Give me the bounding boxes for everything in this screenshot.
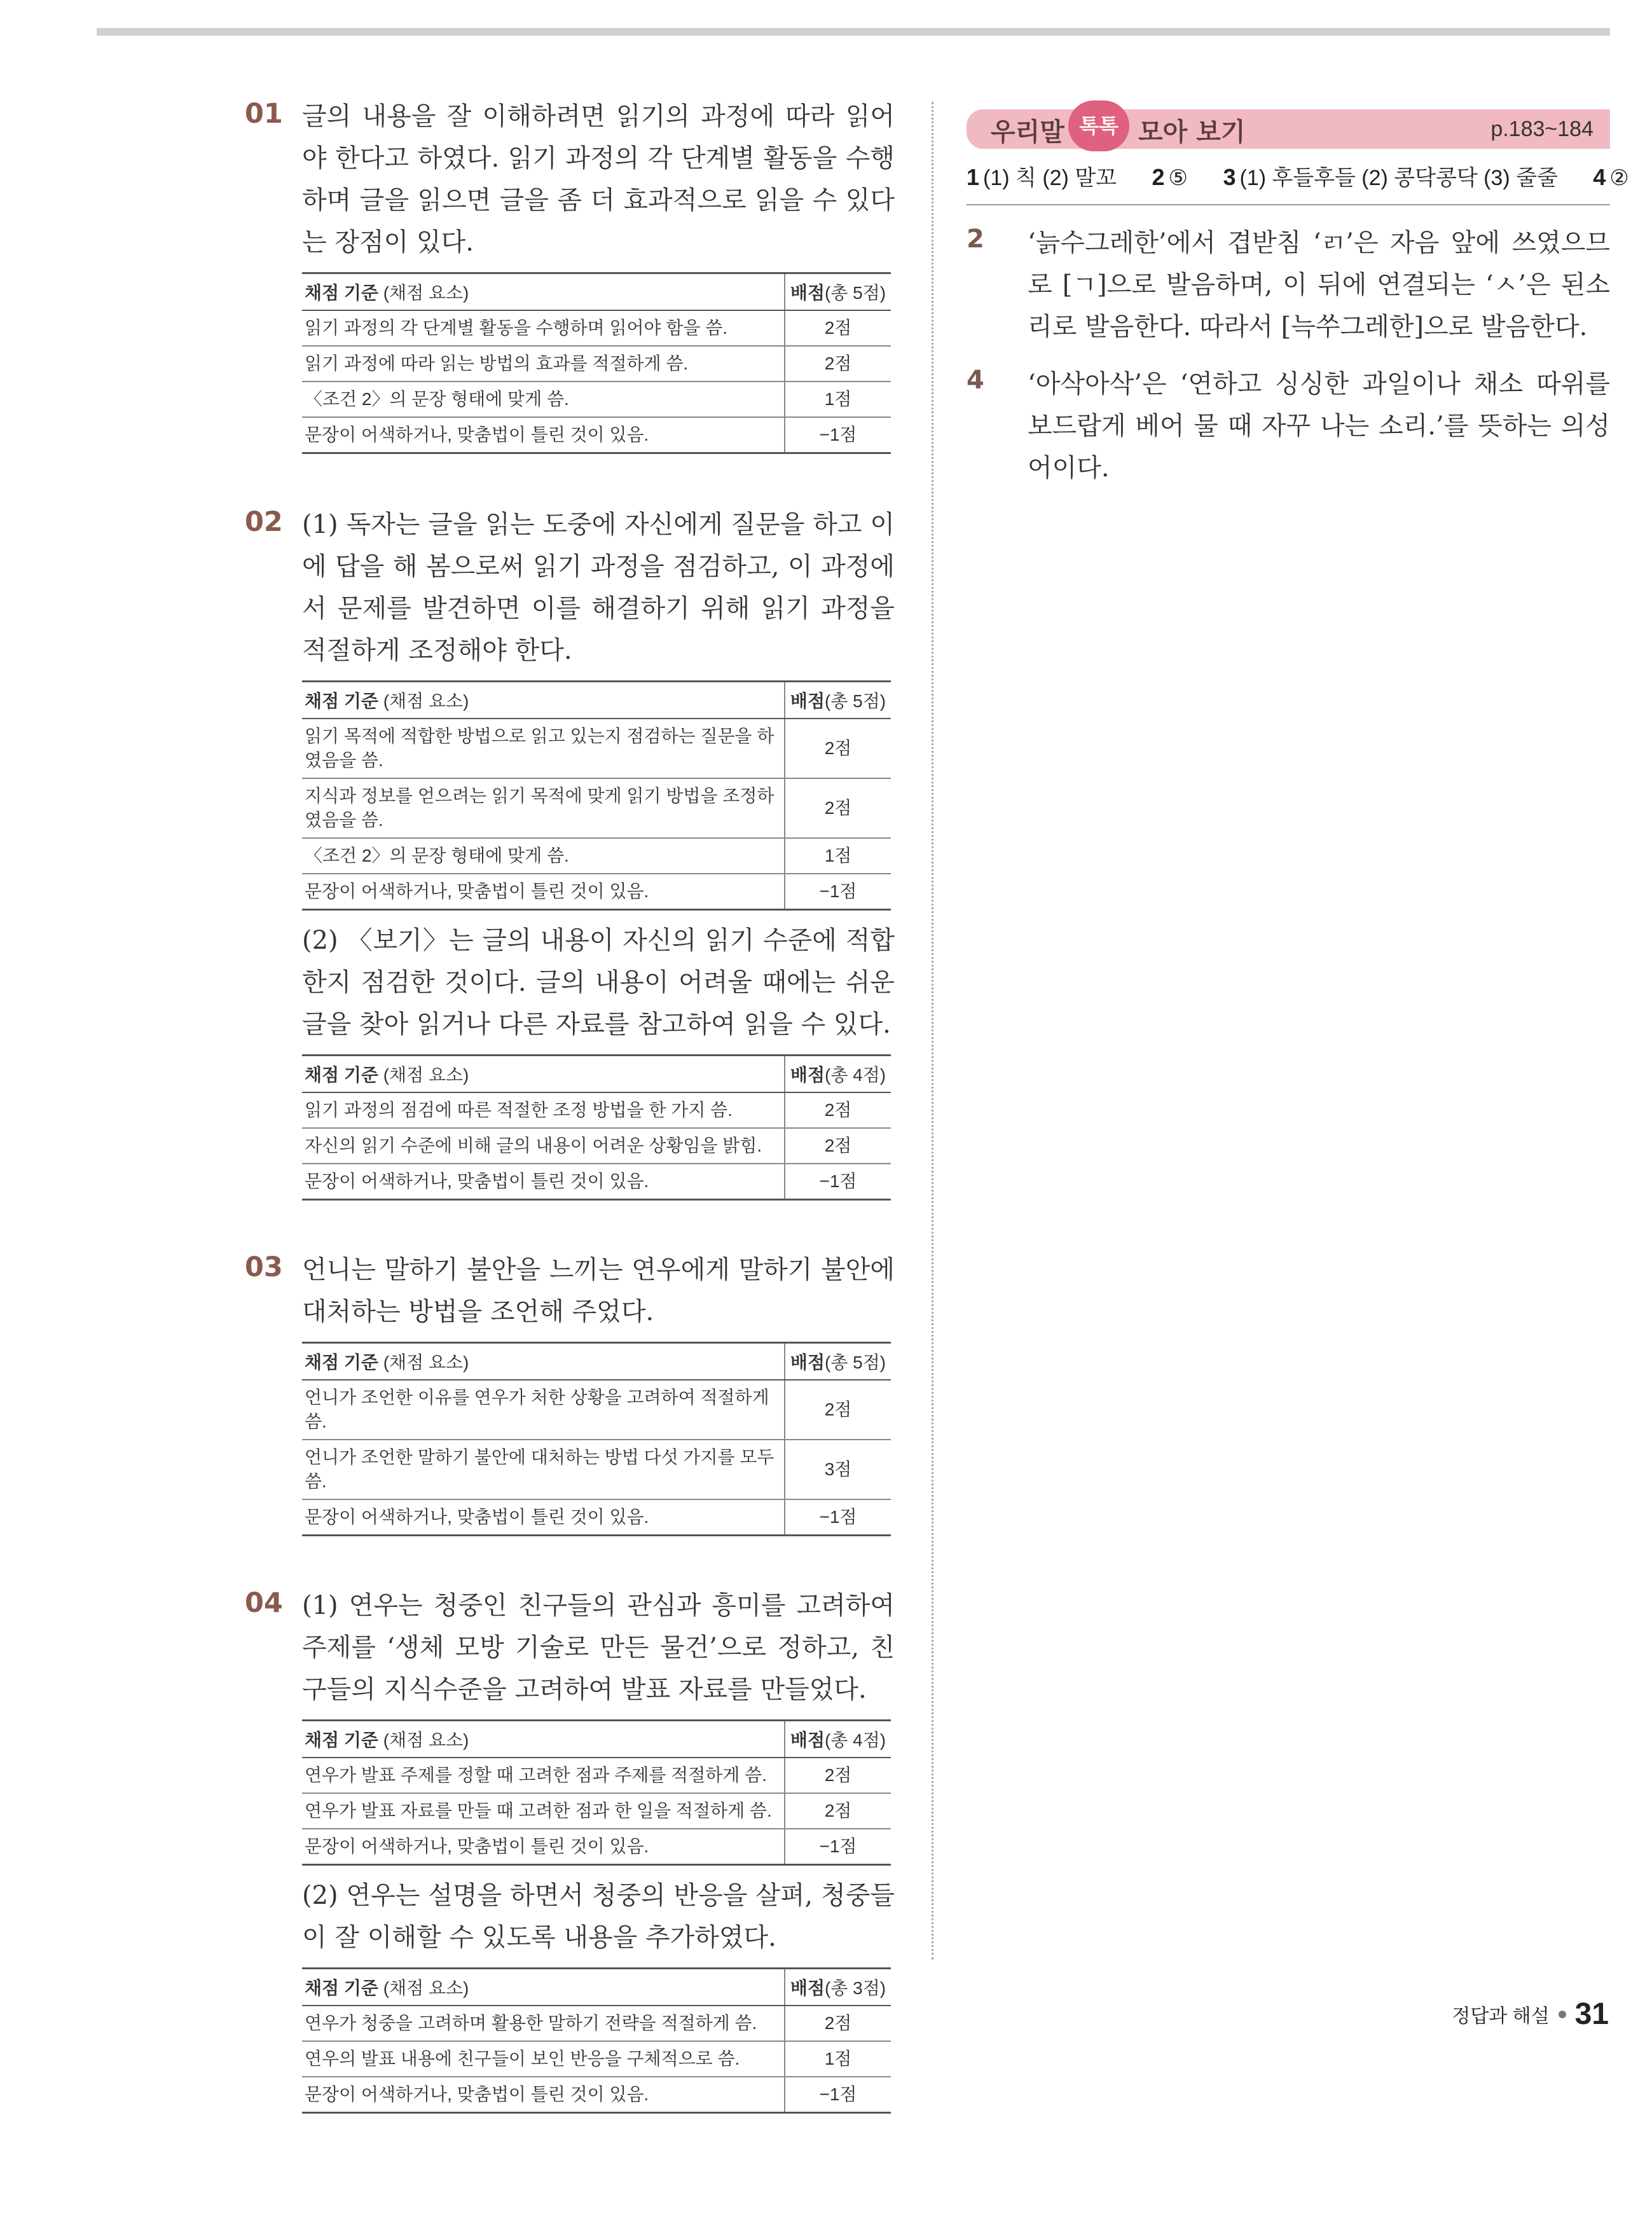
score-header: 배점 xyxy=(790,1730,825,1750)
top-rule xyxy=(97,28,1610,36)
page-footer xyxy=(1452,1997,1609,2032)
scoring-table: 채점 기준 (채점 요소) 배점(총 4점) 연우가 발표 주제를 정할 때 고려한 점과 주제를 적절하게 씀. 2점 연우가 발표 자료를 만들 때 고려한 점과 한 일을 적절하게 씀. 2점 문장이 어색하거나, 맞춤법이 틀린 것이 있음. −1점 xyxy=(302,1719,891,1866)
scoring-table: 채점 기준 (채점 요소) 배점(총 5점) 읽기 목적에 적합한 방법으로 읽고 있는지 점검하는 질문을 하였음을 씀. 2점 지식과 정보를 얻으려는 읽기 목적에 맞게 읽기 방법을 조정하였음을 씀. 2점 〈조건 2〉의 문장 형태에 맞게 씀. 1점 문장이 어색하거나, 맞춤법이 틀린 것이 있음. −1점 xyxy=(302,680,891,911)
table-row: 문장이 어색하거나, 맞춤법이 틀린 것이 있음. −1점 xyxy=(302,2077,891,2113)
note-number: 2 xyxy=(967,224,984,254)
scoring-table: 채점 기준 (채점 요소) 배점(총 3점) 연우가 청중을 고려하며 활용한 말하기 전략을 적절하게 씀. 2점 연우의 발표 내용에 친구들이 보인 반응을 구체적으로 씀. 1점 문장이 어색하거나, 맞춤법이 틀린 것이 있음. −1점 xyxy=(302,1967,891,2114)
score-header: 배점 xyxy=(790,1352,825,1372)
answer-key xyxy=(967,160,1629,205)
answer-text: (1) 연우는 청중인 친구들의 관심과 흥미를 고려하여 주제를 ‘생체 모방 기술로 만든 물건’으로 정하고, 친구들의 지식수준을 고려하여 발표 자료를 만들었다. xyxy=(302,1591,895,1704)
banner-title-left: 우리말 xyxy=(991,118,1064,147)
scoring-table: 채점 기준 (채점 요소) 배점(총 4점) 읽기 과정의 점검에 따른 적절한 조정 방법을 한 가지 씀. 2점 자신의 읽기 수준에 비해 글의 내용이 어려운 상황임을 밝힘. 2점 문장이 어색하거나, 맞춤법이 틀린 것이 있음. −1점 xyxy=(302,1054,891,1201)
answer-key-item: 1 (1) 칙 (2) 말꼬 xyxy=(967,164,1117,190)
question-01 xyxy=(245,95,895,454)
left-column xyxy=(245,95,895,2114)
table-row: 문장이 어색하거나, 맞춤법이 틀린 것이 있음. −1점 xyxy=(302,1829,891,1865)
answer-text: 언니는 말하기 불안을 느끼는 연우에게 말하기 불안에 대처하는 방법을 조언해 주었다. xyxy=(302,1255,895,1326)
explanation-note xyxy=(967,222,1610,348)
question-number: 02 xyxy=(245,506,283,538)
table-row: 지식과 정보를 얻으려는 읽기 목적에 맞게 읽기 방법을 조정하였음을 씀. 2점 xyxy=(302,778,891,838)
answer-text: (1) 독자는 글을 읽는 도중에 자신에게 질문을 하고 이에 답을 해 봄으로써 읽기 과정을 점검하고, 이 과정에서 문제를 발견하면 이를 해결하기 위해 읽기 과정을 적절하게 조정해야 한다. xyxy=(302,510,895,665)
answer-text: (2) 〈보기〉는 글의 내용이 자신의 읽기 수준에 적합한지 점검한 것이다. 글의 내용이 어려울 때에는 쉬운 글을 찾아 읽거나 다른 자료를 참고하여 읽을 수 있다. xyxy=(302,926,895,1039)
table-row: 연우가 청중을 고려하며 활용한 말하기 전략을 적절하게 씀. 2점 xyxy=(302,2006,891,2041)
banner-badge: 톡톡 xyxy=(1068,100,1129,151)
criteria-header: 채점 기준 xyxy=(305,691,378,711)
table-row: 문장이 어색하거나, 맞춤법이 틀린 것이 있음. −1점 xyxy=(302,1164,891,1200)
question-02 xyxy=(245,504,895,1201)
table-row: 연우의 발표 내용에 친구들이 보인 반응을 구체적으로 씀. 1점 xyxy=(302,2041,891,2077)
table-row: 문장이 어색하거나, 맞춤법이 틀린 것이 있음. −1점 xyxy=(302,417,891,453)
table-row: 연우가 발표 자료를 만들 때 고려한 점과 한 일을 적절하게 씀. 2점 xyxy=(302,1793,891,1829)
right-column xyxy=(967,109,1629,489)
table-row: 〈조건 2〉의 문장 형태에 맞게 씀. 1점 xyxy=(302,838,891,874)
explanation-note xyxy=(967,363,1610,489)
note-number: 4 xyxy=(967,366,984,395)
banner-title-right: 모아 보기 xyxy=(1138,118,1246,147)
page-reference: p.183~184 xyxy=(1490,117,1593,141)
table-row: 읽기 과정에 따라 읽는 방법의 효과를 적절하게 씀. 2점 xyxy=(302,346,891,382)
bullet-icon xyxy=(1559,2011,1566,2018)
answer-text: (2) 연우는 설명을 하면서 청중의 반응을 살펴, 청중들이 잘 이해할 수 있도록 내용을 추가하였다. xyxy=(302,1881,895,1952)
question-number: 04 xyxy=(245,1587,283,1619)
note-text: ‘늙수그레한’에서 겹받침 ‘ㄺ’은 자음 앞에 쓰였으므로 [ㄱ]으로 발음하며, 이 뒤에 연결되는 ‘ㅅ’은 된소리로 발음한다. 따라서 [늑쑤그레한]으로 발음한다. xyxy=(1028,228,1610,341)
table-row: 〈조건 2〉의 문장 형태에 맞게 씀. 1점 xyxy=(302,382,891,417)
answer-key-item: 4 ② xyxy=(1593,164,1629,190)
score-header: 배점 xyxy=(790,1065,825,1085)
score-header: 배점 xyxy=(790,283,825,303)
answer-text: 글의 내용을 잘 이해하려면 읽기의 과정에 따라 읽어야 한다고 하였다. 읽기 과정의 각 단계별 활동을 수행하며 글을 읽으면 글을 좀 더 효과적으로 읽을 수 있다는 장점이 있다. xyxy=(302,102,895,257)
table-row: 읽기 과정의 점검에 따른 적절한 조정 방법을 한 가지 씀. 2점 xyxy=(302,1092,891,1128)
note-text: ‘아삭아삭’은 ‘연하고 싱싱한 과일이나 채소 따위를 보드랍게 베어 물 때 자꾸 나는 소리.’를 뜻하는 의성어이다. xyxy=(1028,369,1610,483)
question-03 xyxy=(245,1249,895,1536)
table-row: 읽기 과정의 각 단계별 활동을 수행하며 읽어야 함을 씀. 2점 xyxy=(302,310,891,346)
scoring-table: 채점 기준 (채점 요소) 배점(총 5점) 읽기 과정의 각 단계별 활동을 수행하며 읽어야 함을 씀. 2점 읽기 과정에 따라 읽는 방법의 효과를 적절하게 씀. 2점 〈조건 2〉의 문장 형태에 맞게 씀. 1점 문장이 어색하거나, 맞춤법이 틀린 것이 있음. −1점 xyxy=(302,272,891,454)
table-row: 문장이 어색하거나, 맞춤법이 틀린 것이 있음. −1점 xyxy=(302,874,891,910)
criteria-header: 채점 기준 xyxy=(305,1978,378,1998)
answer-key-item: 3 (1) 후들후들 (2) 콩닥콩닥 (3) 줄줄 xyxy=(1223,164,1558,190)
criteria-header: 채점 기준 xyxy=(305,283,378,303)
page-number: 31 xyxy=(1574,1997,1609,2031)
answer-key-item: 2 ⑤ xyxy=(1152,164,1188,190)
column-divider xyxy=(932,102,933,1960)
question-number: 03 xyxy=(245,1251,283,1283)
footer-label: 정답과 해설 xyxy=(1452,2006,1550,2027)
scoring-table: 채점 기준 (채점 요소) 배점(총 5점) 언니가 조언한 이유를 연우가 처한 상황을 고려하여 적절하게 씀. 2점 언니가 조언한 말하기 불안에 대처하는 방법 다섯 가지를 모두 씀. 3점 문장이 어색하거나, 맞춤법이 틀린 것이 있음. −1점 xyxy=(302,1342,891,1536)
score-header: 배점 xyxy=(790,1978,825,1998)
question-04 xyxy=(245,1585,895,2114)
table-row: 연우가 발표 주제를 정할 때 고려한 점과 주제를 적절하게 씀. 2점 xyxy=(302,1758,891,1793)
table-row: 문장이 어색하거나, 맞춤법이 틀린 것이 있음. −1점 xyxy=(302,1499,891,1536)
score-header: 배점 xyxy=(790,691,825,711)
question-number: 01 xyxy=(245,98,283,130)
criteria-header: 채점 기준 xyxy=(305,1730,378,1750)
table-row: 자신의 읽기 수준에 비해 글의 내용이 어려운 상황임을 밝힘. 2점 xyxy=(302,1128,891,1164)
table-row: 언니가 조언한 이유를 연우가 처한 상황을 고려하여 적절하게 씀. 2점 xyxy=(302,1380,891,1440)
criteria-header: 채점 기준 xyxy=(305,1352,378,1372)
table-row: 언니가 조언한 말하기 불안에 대처하는 방법 다섯 가지를 모두 씀. 3점 xyxy=(302,1440,891,1499)
section-banner xyxy=(967,109,1610,149)
criteria-header: 채점 기준 xyxy=(305,1065,378,1085)
table-row: 읽기 목적에 적합한 방법으로 읽고 있는지 점검하는 질문을 하였음을 씀. 2점 xyxy=(302,719,891,778)
